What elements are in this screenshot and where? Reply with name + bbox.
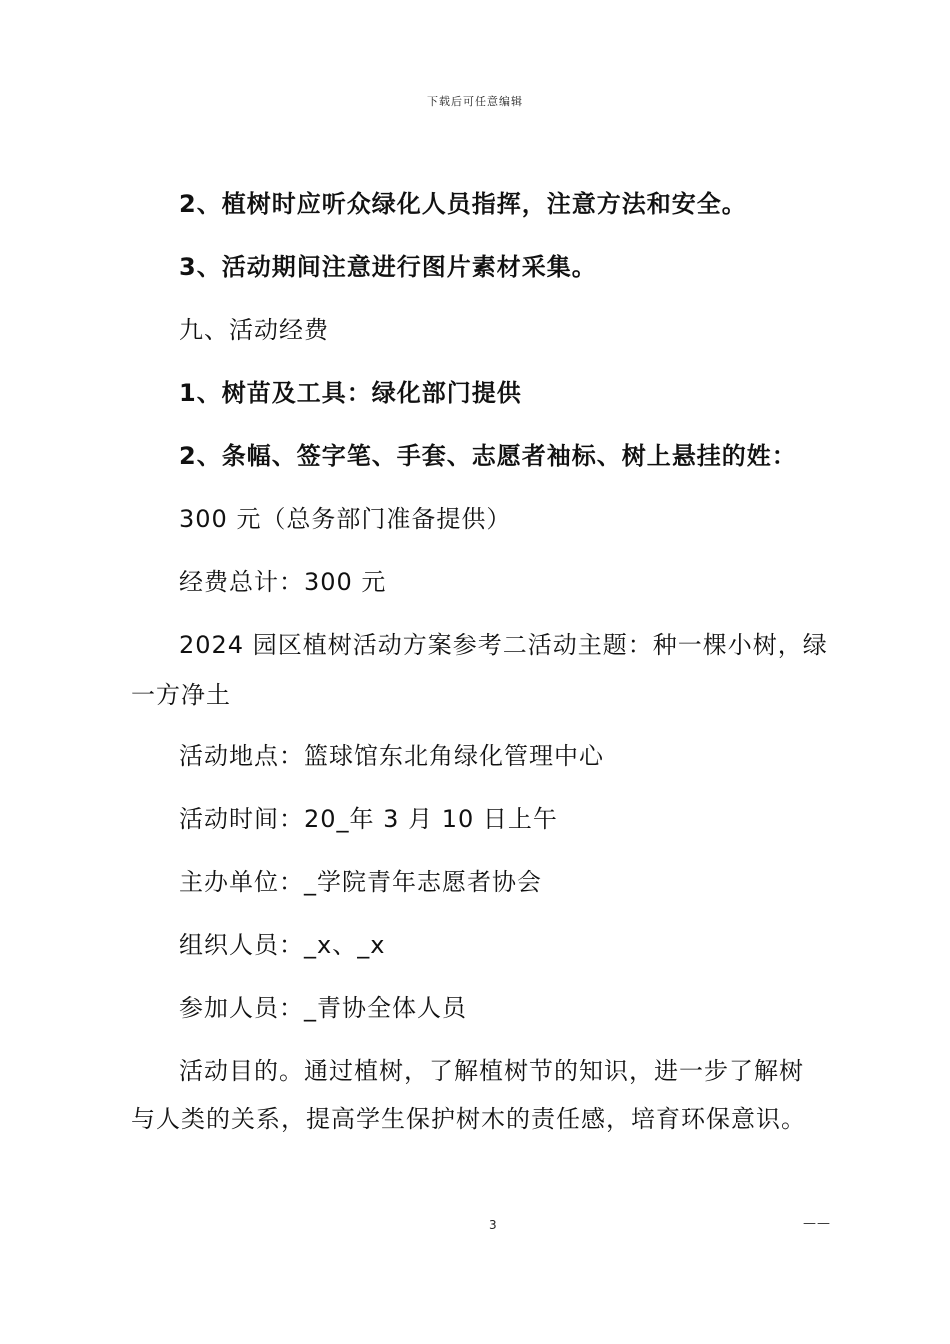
- paragraph-participants: 参加人员：_青协全体人员: [179, 994, 467, 1022]
- paragraph-photo-collection: 3、活动期间注意进行图片素材采集。: [179, 253, 597, 281]
- page-header-note: 下载后可任意编辑: [427, 95, 523, 108]
- page-number: 3: [489, 1218, 497, 1232]
- paragraph-planting-safety: 2、植树时应听众绿化人员指挥，注意方法和安全。: [179, 190, 747, 218]
- paragraph-purpose-line2: 与人类的关系，提高学生保护树木的责任感，培育环保意识。: [131, 1105, 806, 1133]
- paragraph-organizer: 主办单位：_学院青年志愿者协会: [179, 868, 542, 896]
- paragraph-plan-theme-line2: 一方净土: [131, 681, 231, 709]
- paragraph-purpose-line1: 活动目的。通过植树，了解植树节的知识，进一步了解树: [179, 1057, 804, 1085]
- paragraph-plan-theme-line1: 2024 园区植树活动方案参考二活动主题：种一棵小树，绿: [179, 631, 828, 659]
- paragraph-saplings-tools: 1、树苗及工具：绿化部门提供: [179, 379, 522, 407]
- footer-dash: ——: [803, 1216, 831, 1231]
- paragraph-staff: 组织人员：_x、_x: [179, 931, 386, 959]
- paragraph-time: 活动时间：20_年 3 月 10 日上午: [179, 805, 558, 833]
- paragraph-total-cost: 经费总计：300 元: [179, 568, 387, 596]
- paragraph-supplies-cost: 300 元（总务部门准备提供）: [179, 505, 512, 533]
- paragraph-supplies-list: 2、条幅、签字笔、手套、志愿者袖标、树上悬挂的姓：: [179, 442, 797, 470]
- section-heading-funding: 九、活动经费: [179, 316, 329, 344]
- paragraph-location: 活动地点：篮球馆东北角绿化管理中心: [179, 742, 604, 770]
